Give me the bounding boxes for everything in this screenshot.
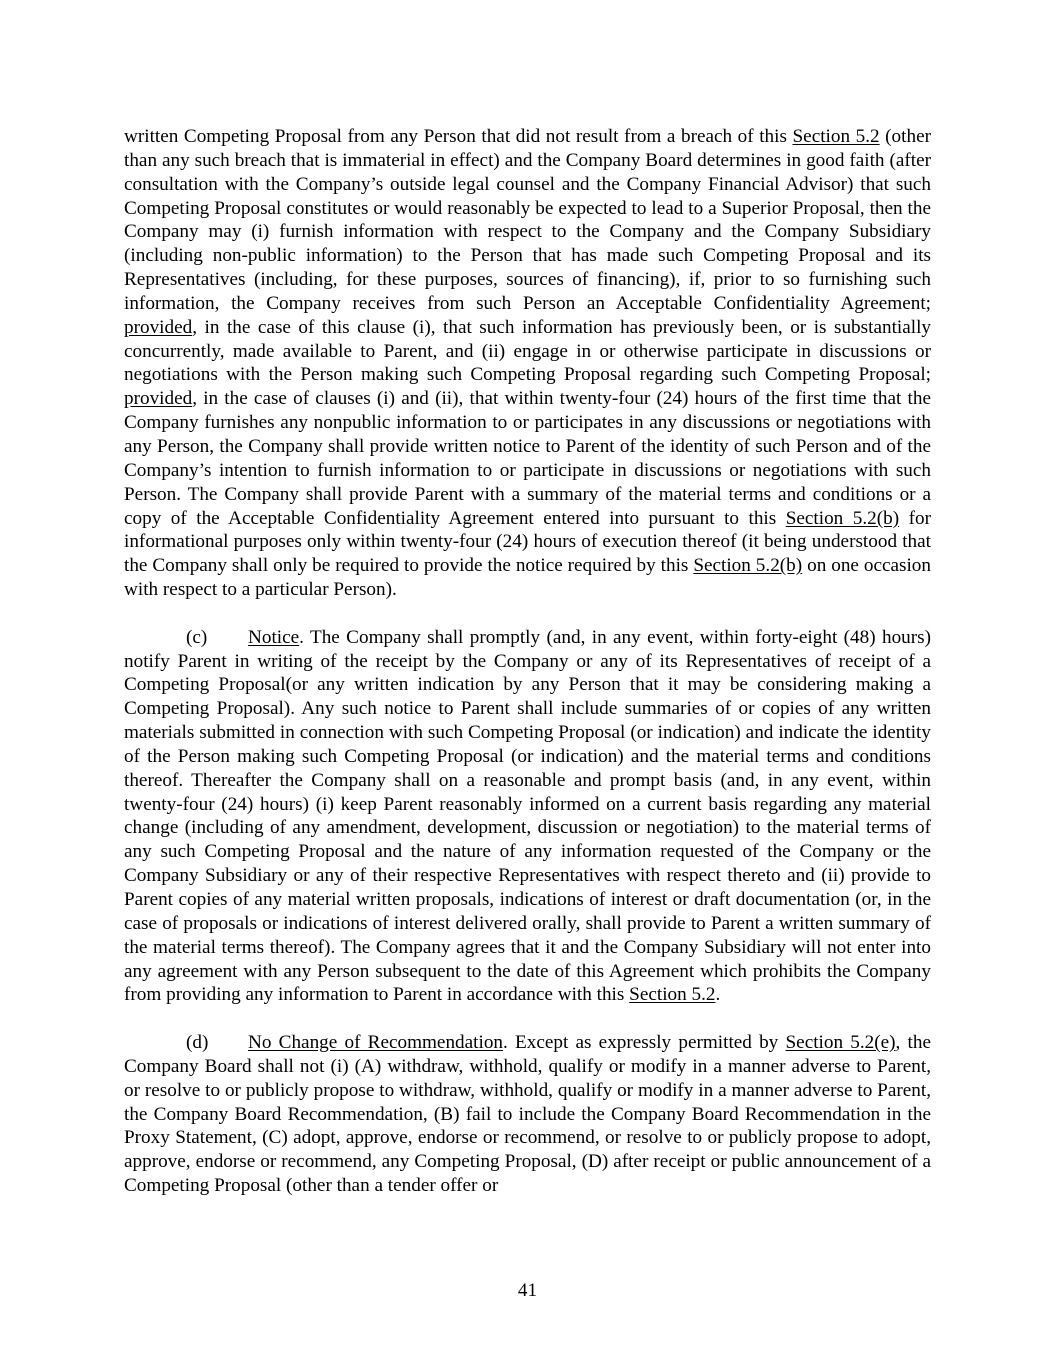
text-run: . (715, 984, 721, 1006)
page-number: 41 (517, 1280, 538, 1301)
text-run: written Competing Proposal from any Person that did not result from a breach of this (124, 126, 793, 147)
clause-label: (d) (186, 1032, 209, 1054)
text-run: , in the case of clauses (i) and (ii), that within twenty-four (24) hours of the first time that the Company furnishes any nonpublic information to or participates in any discussions or negotiations with any Person, the Company shall provide written notice to Parent of the identity of such Person and of the Company’s intention to furnish information to or participate in discussions or negotiations with such Person. The Company shall provide Parent with a summary of the material terms and conditions or a copy of the Acceptable Confidentiality Agreement entered into pursuant to this (124, 388, 931, 529)
section-reference: Section 5.2(e) (785, 1032, 896, 1054)
section-reference: Section 5.2(b) (693, 555, 803, 577)
text-run: , the Company Board shall not (i) (A) withdraw, withhold, qualify or modify in a manner adverse to Parent, or resolve to or publicly propose to withdraw, withhold, qualify or modify in a manner adverse to Parent, the Company Board Recommendation, (B) fail to include the Company Board Recommendation in the Proxy Statement, (C) adopt, approve, endorse or recommend, or resolve to or publicly propose to adopt, approve, endorse or recommend, any Competing Proposal, (D) after receipt or public announcement of a Competing Proposal (other than a tender offer or (124, 1032, 931, 1197)
text-run: . The Company shall promptly (and, in any event, within forty-eight (48) hours) notify Parent in writing of the receipt by the Company or any of its Representatives of receipt of a Competing Proposal(or any written indication by any Person that it may be considering making a Competing Proposal). Any such notice to Parent shall include summaries of or copies of any written materials submitted in connection with such Competing Proposal (or indication) and indicate the identity of the Person making such Competing Proposal (or indication) and the material terms and conditions thereof. Thereafter the Company shall on a reasonable and prompt basis (and, in any event, within twenty-four (24) hours) (i) keep Parent reasonably informed on a current basis regarding any material change (including of any amendment, development, discussion or negotiation) to the material terms of any such Competing Proposal and the nature of any information requested of the Company or the Company Subsidiary or any of their respective Representatives with respect thereto and (ii) provide to Parent copies of any material written proposals, indications of interest or draft documentation (or, in the case of proposals or indications of interest delivered orally, shall provide to Parent a written summary of the material terms thereof). The Company agrees that it and the Company Subsidiary will not enter into any agreement with any Person subsequent to the date of this Agreement which prohibits the Company from providing any information to Parent in accordance with this (124, 626, 931, 1006)
text-run: on one occasion with respect to a particular Person). (124, 555, 931, 601)
text-run: for informational purposes only within twenty-four (24) hours of execution thereof (it being understood that the Company shall only be required to provide the notice required by this (124, 507, 931, 577)
paragraph-no-change-of-recommendation (124, 1031, 931, 1198)
clause-heading: No Change of Recommendation (248, 1032, 504, 1054)
document-page (124, 125, 931, 1198)
clause-label: (c) (186, 626, 208, 648)
text-run: (other than any such breach that is immaterial in effect) and the Company Board determines in good faith (after consultation with the Company’s outside legal counsel and the Company Financial Advisor) that such Competing Proposal constitutes or would reasonably be expected to lead to a Superior Proposal, then the Company may (i) furnish information with respect to the Company and the Company Subsidiary (including non-public information) to the Person that has made such Competing Proposal and its Representatives (including, for these purposes, sources of financing), if, prior to so furnishing such information, the Company receives from such Person an Acceptable Confidentiality Agreement; (124, 126, 931, 314)
provided-term: provided (124, 388, 193, 410)
text-run: . Except as expressly permitted by (503, 1032, 786, 1054)
section-reference: Section 5.2(b) (785, 507, 900, 529)
paragraph-continuation (124, 125, 931, 602)
provided-term: provided (124, 316, 193, 338)
paragraph-notice (124, 626, 931, 1008)
section-reference: Section 5.2 (792, 126, 880, 147)
clause-heading: Notice (248, 626, 300, 648)
text-run: , in the case of this clause (i), that such information has previously been, or is substantially concurrently, made available to Parent, and (ii) engage in or otherwise participate in discussions or negotiations with the Person making such Competing Proposal regarding such Competing Proposal; (124, 316, 931, 386)
section-reference: Section 5.2 (629, 984, 716, 1006)
